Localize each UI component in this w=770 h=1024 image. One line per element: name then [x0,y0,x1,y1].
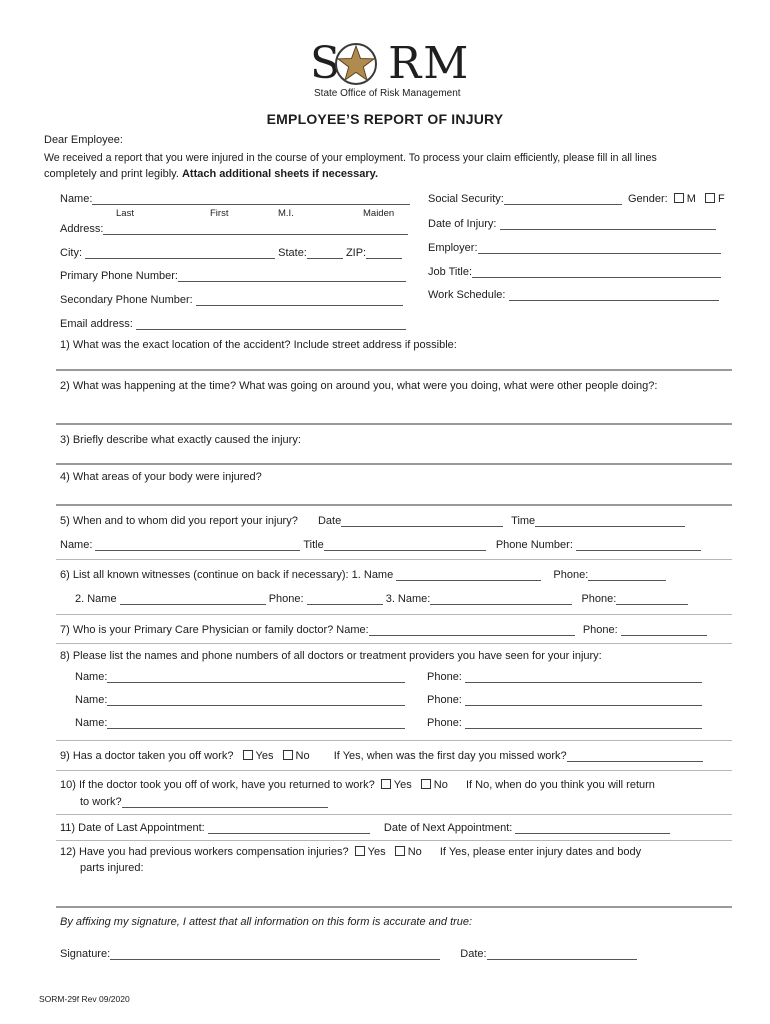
primary-phone-field[interactable] [178,269,406,282]
answer-line-4[interactable] [56,504,732,506]
attestation-text: By affixing my signature, I attest that all information on this form is accurate and true: [60,916,473,928]
q9-yes-label: Yes [255,750,274,762]
q8-name-label-2: Name: [75,694,108,706]
address-label: Address: [60,223,104,235]
job-title-field[interactable] [472,265,721,278]
name-field[interactable] [92,192,410,205]
q12-no-label: No [407,846,422,858]
email-label: Email address: [60,318,133,330]
signature-date-label: Date: [460,948,487,960]
q12-yes-label: Yes [367,846,386,858]
q8-provider-3-row [75,716,405,729]
q8-provider-2-row [75,693,405,706]
signature-field[interactable] [110,947,440,960]
job-title-label: Job Title: [428,266,473,278]
q8-name-field-1[interactable] [107,670,405,683]
q5-title-field[interactable] [324,538,486,551]
greeting: Dear Employee: [44,134,123,146]
q5-date-label: Date [317,515,342,527]
primary-phone-row [60,269,406,282]
form-id-footer: SORM-29f Rev 09/2020 [39,994,130,1004]
answer-line-1[interactable] [56,369,732,371]
q10-followup: If No, when do you think you will return [465,779,655,791]
q11-next-label: Date of Next Appointment: [383,822,513,834]
q8-phone-label-1: Phone: [427,671,462,683]
q8-name-label-3: Name: [75,717,108,729]
q11-next-field[interactable] [515,821,670,834]
q8-name-field-2[interactable] [107,693,405,706]
q10-yes-label: Yes [393,779,412,791]
signature-date-field[interactable] [487,947,637,960]
answer-line-2[interactable] [56,423,732,425]
question-12: 12) Have you had previous workers compensation injuries? [60,846,349,858]
q5-date-field[interactable] [341,514,503,527]
signature-row [60,947,637,960]
question-7-row [60,623,707,636]
gender-m-checkbox[interactable] [674,193,684,203]
doi-label: Date of Injury: [428,218,497,230]
divider-8 [56,740,732,741]
q11-last-label: 11) Date of Last Appointment: [60,822,205,834]
signature-label: Signature: [60,948,111,960]
q7-phone-field[interactable] [621,623,707,636]
job-title-row [428,265,721,278]
q10-line-2: to work? [80,796,122,808]
q8-name-label-1: Name: [75,671,108,683]
q10-no-label: No [433,779,448,791]
state-field[interactable] [307,246,343,259]
question-3: 3) Briefly describe what exactly caused the injury: [60,434,301,446]
divider-11 [56,840,732,841]
q5-title-label: Title [303,539,324,551]
name-sub-last: Last [116,208,134,219]
q8-phone-2-row [427,693,702,706]
divider-6 [56,614,732,615]
question-6-row [60,568,666,581]
intro-line-1: We received a report that you were injured in the course of your employment. To process your claim efficiently, please fill in all lines [44,152,657,164]
q8-phone-1-row [427,670,702,683]
ssn-row [428,192,725,205]
logo-subtitle: State Office of Risk Management [314,88,461,99]
q8-phone-field-3[interactable] [465,716,702,729]
question-9-row [60,749,703,762]
q8-name-field-3[interactable] [107,716,405,729]
name-row [60,192,410,205]
q5-time-label: Time [511,515,536,527]
intro-line-2 [44,168,378,180]
question-2: 2) What was happening at the time? What was going on around you, what were you doing, what were other people doing?: [60,380,658,392]
q8-phone-label-3: Phone: [427,717,462,729]
work-schedule-row [428,288,719,301]
question-11-row [60,821,670,834]
q5-phone-field[interactable] [576,538,701,551]
q10-no-checkbox[interactable] [421,779,431,789]
q12-yes-checkbox[interactable] [355,846,365,856]
question-8: 8) Please list the names and phone numbers of all doctors or treatment providers you have seen for your injury: [60,650,602,662]
work-schedule-field[interactable] [509,288,719,301]
q9-followup: If Yes, when was the first day you missed work? [333,750,567,762]
q8-phone-field-2[interactable] [465,693,702,706]
q8-phone-3-row [427,716,702,729]
q5-name-label: Name: [60,539,93,551]
gender-m-label: M [686,193,696,205]
ssn-label: Social Security: [428,193,504,205]
q6-w2-phone-field[interactable] [307,592,383,605]
intro-line-2-bold: Attach additional sheets if necessary. [181,168,379,180]
divider-7 [56,643,732,644]
answer-line-3[interactable] [56,463,732,465]
primary-phone-label: Primary Phone Number: [60,270,178,282]
form-title: EMPLOYEE’S REPORT OF INJURY [266,111,504,127]
question-4: 4) What areas of your body were injured? [60,471,262,483]
logo-wordmark: S RM [310,38,471,89]
question-10-row [60,779,655,791]
question-5-details-row [60,538,701,551]
q6-w3-label: 3. Name: [385,593,431,605]
question-9: 9) Has a doctor taken you off work? [60,750,234,762]
q7-phone-label: Phone: [582,624,618,636]
q11-last-field[interactable] [208,821,370,834]
name-sub-first: First [210,208,229,219]
address-row [60,222,408,235]
q5-time-field[interactable] [535,514,685,527]
q5-name-field[interactable] [95,538,300,551]
q6-w3-phone-label: Phone: [581,593,617,605]
q12-no-checkbox[interactable] [395,846,405,856]
divider-5 [56,559,732,560]
secondary-phone-row [60,293,403,306]
question-7: 7) Who is your Primary Care Physician or family doctor? Name: [60,624,369,636]
city-row [60,246,402,259]
question-1: 1) What was the exact location of the accident? Include street address if possible: [60,339,457,351]
divider-9 [56,770,732,771]
secondary-phone-field[interactable] [196,293,403,306]
q6-w1-field[interactable] [396,568,541,581]
work-schedule-label: Work Schedule: [428,289,506,301]
state-label: State: [278,247,307,259]
question-10: 10) If the doctor took you off of work, have you returned to work? [60,779,375,791]
q7-name-field[interactable] [369,623,575,636]
q6-w2-label: 2. Name [75,593,117,605]
question-5-row [60,514,685,527]
q12-line-2: parts injured: [80,862,144,874]
q5-phone-label: Phone Number: [495,539,573,551]
question-6-row-2 [75,592,688,605]
q6-w1-phone-field[interactable] [588,568,666,581]
q12-followup: If Yes, please enter injury dates and body [439,846,642,858]
question-6: 6) List all known witnesses (continue on back if necessary): [60,569,349,581]
name-label: Name: [60,193,93,205]
question-10-row-2 [80,795,328,808]
gender-f-label: F [717,193,725,205]
question-12-row [60,846,641,858]
q6-w3-phone-field[interactable] [616,592,688,605]
employer-label: Employer: [428,242,478,254]
address-field[interactable] [103,222,408,235]
intro-line-2-normal: completely and print legibly. [44,168,182,180]
q9-no-checkbox[interactable] [283,750,293,760]
ssn-field[interactable] [504,192,622,205]
question-5: 5) When and to whom did you report your injury? [60,515,298,527]
name-sub-mi: M.I. [278,208,294,219]
q10-return-field[interactable] [122,795,328,808]
q6-w1-phone-label: Phone: [553,569,589,581]
secondary-phone-label: Secondary Phone Number: [60,294,193,306]
gender-label: Gender: [627,193,668,205]
sorm-logo [300,38,471,106]
q8-phone-field-1[interactable] [465,670,702,683]
city-label: City: [60,247,82,259]
name-sub-maiden: Maiden [363,208,395,219]
gender-f-checkbox[interactable] [705,193,715,203]
city-field[interactable] [85,246,275,259]
q8-provider-1-row [75,670,405,683]
q6-w2-field[interactable] [120,592,266,605]
q6-w2-phone-label: Phone: [268,593,304,605]
star-seal-icon [334,42,378,86]
email-field[interactable] [136,317,406,330]
employer-row [428,241,721,254]
q9-yes-checkbox[interactable] [243,750,253,760]
doi-row [428,217,716,230]
q9-no-label: No [295,750,310,762]
divider-10 [56,814,732,815]
zip-label: ZIP: [345,247,367,259]
employer-field[interactable] [478,241,721,254]
q6-w3-field[interactable] [430,592,572,605]
q9-followup-field[interactable] [567,749,703,762]
answer-line-12[interactable] [56,906,732,908]
zip-field[interactable] [366,246,402,259]
q10-yes-checkbox[interactable] [381,779,391,789]
doi-field[interactable] [500,217,716,230]
email-row [60,317,406,330]
q6-w1-label: 1. Name [351,569,394,581]
q8-phone-label-2: Phone: [427,694,462,706]
